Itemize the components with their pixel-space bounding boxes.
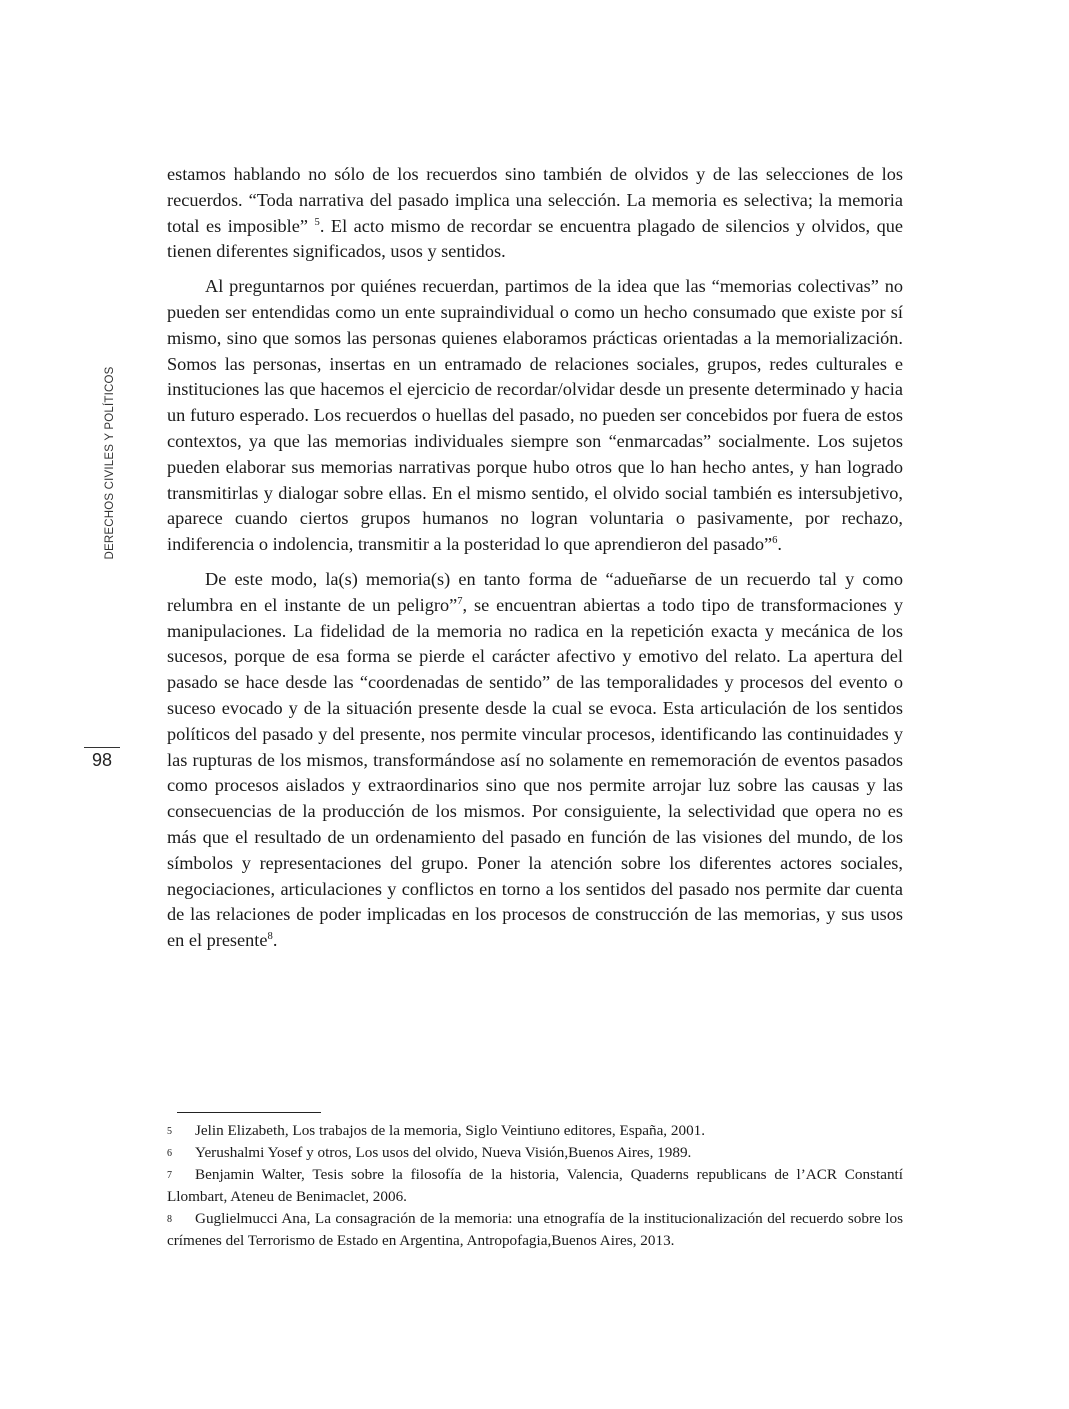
footnote-ref-8[interactable]: 8 bbox=[267, 931, 273, 943]
footnotes bbox=[167, 1120, 903, 1252]
running-header bbox=[60, 358, 160, 568]
footnote-mark: 7 bbox=[167, 1170, 172, 1181]
running-header-text: DERECHOS CIVILES Y POLÍTICOS bbox=[104, 366, 116, 560]
body-text bbox=[167, 162, 903, 963]
footnote-6: 6 Yerushalmi Yosef y otros, Los usos del olvido, Nueva Visión,Buenos Aires, 1989. bbox=[167, 1142, 903, 1164]
paragraph-1: estamos hablando no sólo de los recuerdos sino también de olvidos y de las selecciones de los recuerdos. “Toda narrativa del pasado implica una selección. La memoria es selectiva; la memoria total es imposible” $^5$. El acto mismo de recordar se encuentra plagado de silencios y olvidos, que tienen diferentes significados, usos y sentidos. bbox=[167, 164, 903, 262]
footnote-5: 5 Jelin Elizabeth, Los trabajos de la memoria, Siglo Veintiuno editores, España, 2001. bbox=[167, 1120, 903, 1142]
page-number-rule bbox=[84, 747, 120, 748]
footnote-mark: 8 bbox=[167, 1214, 172, 1225]
footnote-8: 8 Guglielmucci Ana, La consagración de la memoria: una etnografía de la institucionalización del recuerdo sobre los crímenes del Terrorismo de Estado en Argentina, Antropofagia,Buenos Aires, 2013. bbox=[167, 1210, 903, 1249]
paragraph-3: De este modo, la(s) memoria(s) en tanto forma de “adueñarse de un recuerdo tal y como relumbra en el instante de un peligro”$^7$, se encuentran abiertas a todo tipo de transformaciones y manipulaciones. La fidelidad de la memoria no radica en la repetición exacta y mecánica de los sucesos, porque de esa forma se pierde el carácter afectivo y emotivo del relato. La apertura del pasado se hace desde las “coordenadas de sentido” de las temporalidades y procesos del evento o suceso evocado y de la situación presente desde la cual se evoca. Esta articulación de los sentidos políticos del pasado y del presente, nos permite vincular procesos, identificando las continuidades y las rupturas de los mismos, transformándose así no solamente en rememoración de eventos pasados como procesos aislados y extraordinarios sino que nos permite arrojar luz sobre las causas y las consecuencias de la producción de los mismos. Por consiguiente, la selectividad que opera no es más que el resultado de un ordenamiento del pasado en función de las visiones del mundo, de los símbolos y representaciones del grupo. Poner la atención sobre los diferentes actores sociales, negociaciones, articulaciones y conflictos en torno a los sentidos del pasado nos permite dar cuenta de las relaciones de poder implicadas en los procesos de construcción de las memorias, y sus usos en el presente$^8$. bbox=[167, 568, 903, 951]
footnote-separator bbox=[177, 1112, 321, 1113]
footnote-ref-7[interactable]: 7 bbox=[457, 595, 463, 607]
paragraph-2: Al preguntarnos por quiénes recuerdan, partimos de la idea que las “memorias colectivas” no pueden ser entendidas como un ente supraindividual o como un hecho consumado que existe por sí mismo, sino que somos las personas quienes elaboramos prácticas orientadas a la memorialización. Somos las personas, insertas en un entramado de relaciones sociales, grupos, redes culturales e instituciones las que hacemos el ejercicio de recordar/olvidar desde un presente determinado y hacia un futuro esperado. Los recuerdos o huellas del pasado, no pueden ser concebidos por fuera de estos contextos, ya que las memorias individuales siempre son “enmarcadas” socialmente. Los sujetos pueden elaborar sus memorias narrativas porque hubo otros que lo han hecho antes, y han logrado transmitirlas y dialogar sobre ellas. En el mismo sentido, el olvido social también es intersubjetivo, aparece cuando ciertos grupos humanos no logran voluntaria o pasivamente, por rechazo, indiferencia o indolencia, transmitir a la posteridad lo que aprendieron del pasado”$^6$. bbox=[167, 276, 903, 555]
page-number: 98 bbox=[91, 750, 113, 770]
footnote-ref-6[interactable]: 6 bbox=[772, 535, 778, 547]
footnote-7: 7 Benjamin Walter, Tesis sobre la filosofía de la historia, Valencia, Quaderns republicans de l’ACR Constantí Llombart, Ateneu de Benimaclet, 2006. bbox=[167, 1166, 903, 1205]
footnote-ref-5[interactable]: 5 bbox=[314, 216, 320, 228]
footnote-mark: 5 bbox=[167, 1126, 172, 1137]
footnote-mark: 6 bbox=[167, 1148, 172, 1159]
